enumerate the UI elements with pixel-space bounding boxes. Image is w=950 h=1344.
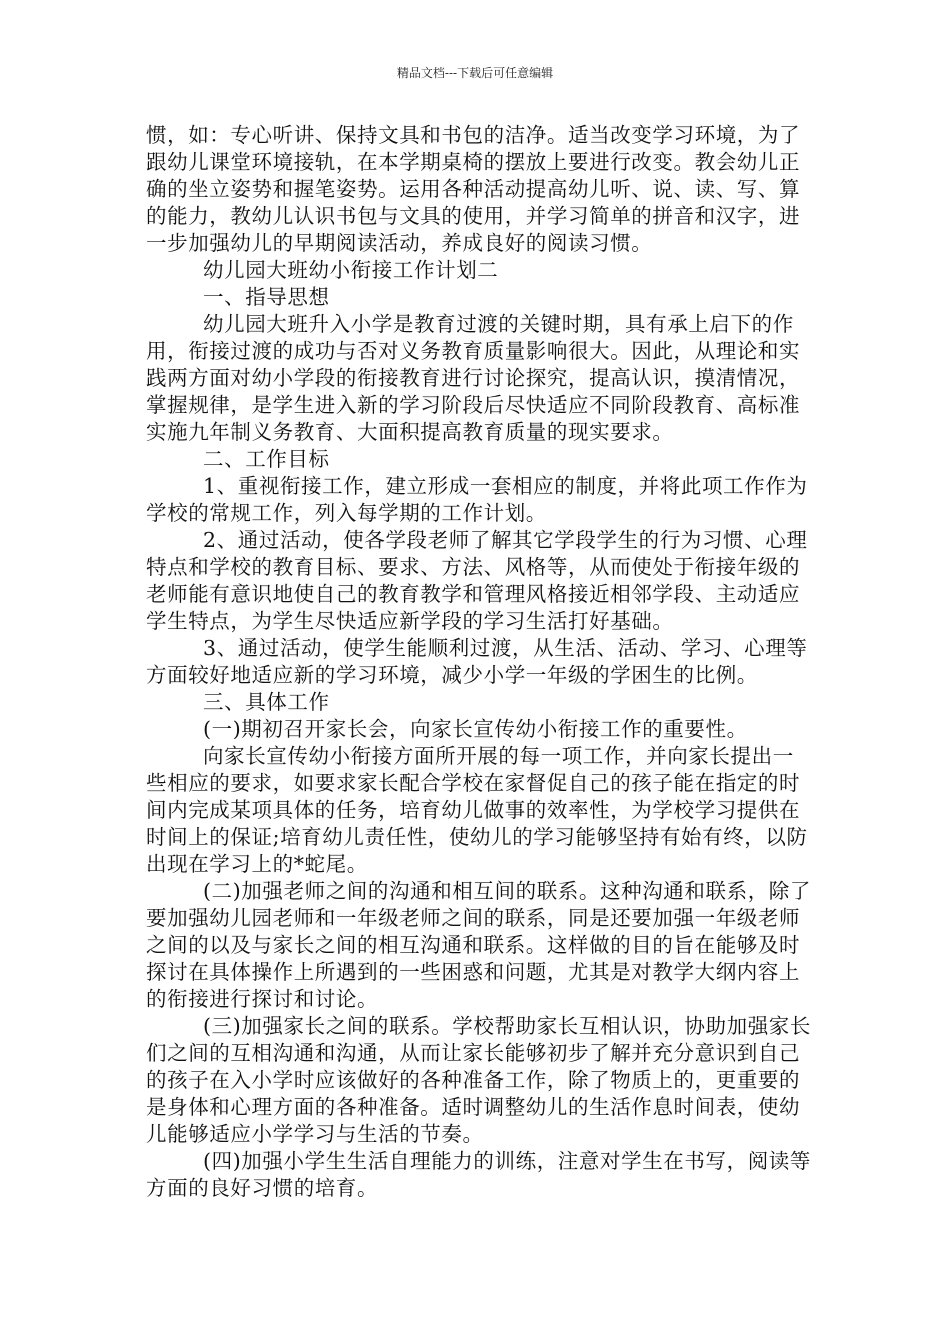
section-heading: 一、指导思想 [203,285,330,309]
section-heading: 二、工作目标 [203,447,330,471]
paragraph: 2、通过活动，使各学段老师了解其它学段学生的行为习惯、心理特点和学校的教育目标、要求、方法、风格等，从而使处于衔接年级的老师能有意识地使自己的教育教学和管理风格接近相邻学段、主动适应学生特点，为学生尽快适应新学段的学习生活打好基础。 [146,528,808,633]
paragraph: (二)加强老师之间的沟通和相互间的联系。这种沟通和联系，除了要加强幼儿园老师和一年级老师之间的联系，同是还要加强一年级老师之间的以及与家长之间的相互沟通和联系。这样做的目的旨在能够及时探讨在具体操作上所遇到的一些困惑和问题，尤其是对教学大纲内容上的衔接进行探讨和讨论。 [146,879,811,1011]
section-title: 幼儿园大班幼小衔接工作计划二 [203,258,499,282]
paragraph: (四)加强小学生生活自理能力的训练，注意对学生在书写，阅读等方面的良好习惯的培育。 [146,1149,811,1200]
paragraph: 1、重视衔接工作，建立形成一套相应的制度，并将此项工作作为学校的常规工作，列入每学期的工作计划。 [146,474,808,525]
paragraph: 3、通过活动，使学生能顺利过渡，从生活、活动、学习、心理等方面较好地适应新的学习环境，减少小学一年级的学困生的比例。 [146,636,808,687]
paragraph: 向家长宣传幼小衔接方面所开展的每一项工作，并向家长提出一些相应的要求，如要求家长配合学校在家督促自己的孩子能在指定的时间内完成某项具体的任务，培育幼儿做事的效率性，为学校学习提供在时间上的保证;培育幼儿责任性，使幼儿的学习能够坚持有始有终，以防出现在学习上的*蛇尾。 [146,744,808,876]
paragraph: 惯，如：专心听讲、保持文具和书包的洁净。适当改变学习环境，为了跟幼儿课堂环境接轨，在本学期桌椅的摆放上要进行改变。教会幼儿正确的坐立姿势和握笔姿势。运用各种活动提高幼儿听、说、读、写、算的能力，教幼儿认识书包与文具的使用，并学习简单的拼音和汉字，进一步加强幼儿的早期阅读活动，养成良好的阅读习惯。 [146,123,801,255]
section-heading: 三、具体工作 [203,690,330,714]
paragraph: (三)加强家长之间的联系。学校帮助家长互相认识，协助加强家长们之间的互相沟通和沟通，从而让家长能够初步了解并充分意识到自己的孩子在入小学时应该做好的各种准备工作，除了物质上的，更重要的是身体和心理方面的各种准备。适时调整幼儿的生活作息时间表，使幼儿能够适应小学学习与生活的节奏。 [146,1014,811,1146]
paragraph: 幼儿园大班升入小学是教育过渡的关键时期，具有承上启下的作用，衔接过渡的成功与否对义务教育质量影响很大。因此，从理论和实践两方面对幼小学段的衔接教育进行讨论探究，提高认识，摸清情况，掌握规律，是学生进入新的学习阶段后尽快适应不同阶段教育、高标准实施九年制义务教育、大面积提高教育质量的现实要求。 [146,312,801,444]
page-header: 精品文档---下载后可任意编辑 [396,66,554,80]
paragraph: (一)期初召开家长会，向家长宣传幼小衔接工作的重要性。 [203,717,748,741]
document-body [146,122,811,1202]
